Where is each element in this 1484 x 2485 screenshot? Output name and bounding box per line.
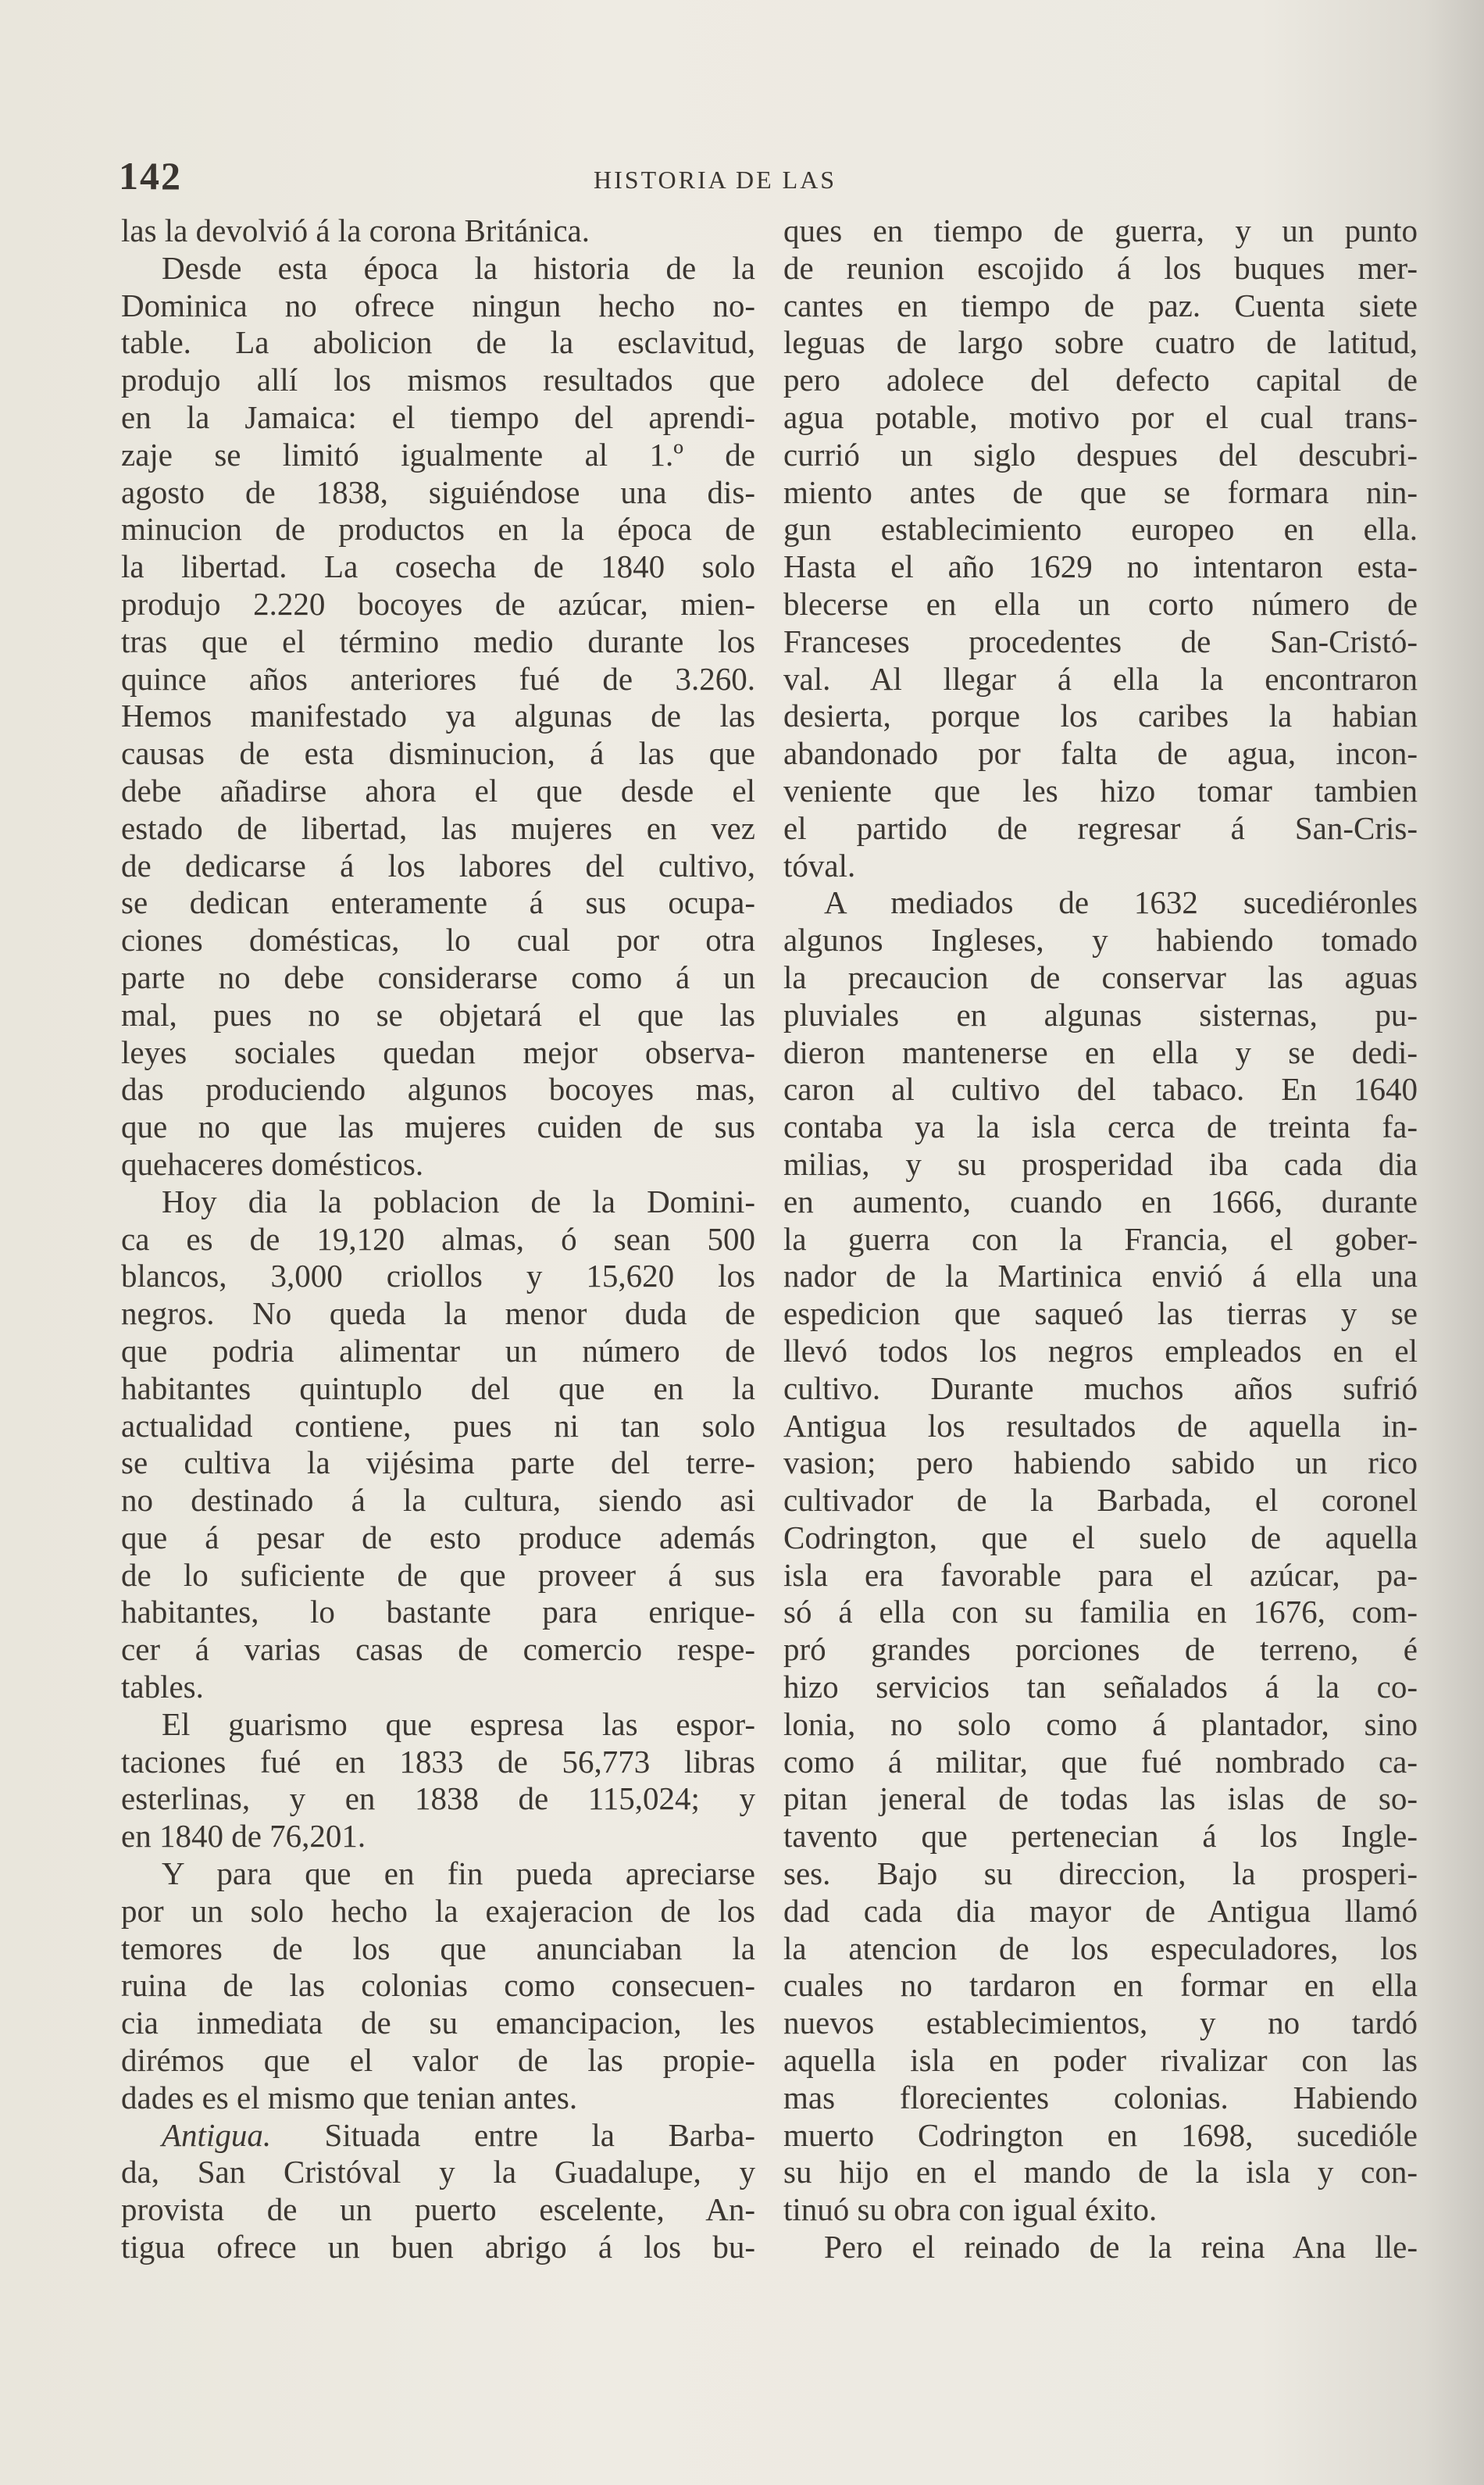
text-line: que no que las mujeres cuiden de sus bbox=[121, 1109, 755, 1145]
text-line: nador de la Martinica envió á ella una bbox=[783, 1258, 1418, 1294]
text-line: cia inmediata de su emancipacion, les bbox=[121, 2005, 755, 2041]
text-line: pluviales en algunas sisternas, pu- bbox=[783, 996, 1418, 1033]
text-column-right bbox=[783, 212, 1418, 2266]
text-line: contaba ya la isla cerca de treinta fa- bbox=[783, 1109, 1418, 1145]
text-line bbox=[121, 2117, 755, 2155]
text-line: en la Jamaica: el tiempo del aprendi- bbox=[121, 398, 755, 435]
text-line: table. La abolicion de la esclavitud, bbox=[121, 324, 755, 361]
text-line: dirémos que el valor de las propie- bbox=[121, 2042, 755, 2079]
text-line: vasion; pero habiendo sabido un rico bbox=[783, 1444, 1418, 1481]
text-line: pero adolece del defecto capital de bbox=[783, 362, 1418, 398]
text-line: dades es el mismo que tenian antes. bbox=[121, 2079, 578, 2115]
text-line: mas florecientes colonias. Habiendo bbox=[783, 2079, 1418, 2115]
text-line: de dedicarse á los labores del cultivo, bbox=[121, 847, 755, 884]
text-line: agua potable, motivo por el cual trans- bbox=[783, 398, 1418, 435]
text-line: zaje se limitó igualmente al 1.º de bbox=[121, 436, 755, 473]
text-line: gun establecimiento europeo en ella. bbox=[783, 511, 1418, 548]
paragraph bbox=[121, 212, 755, 250]
paragraph bbox=[783, 2229, 1418, 2266]
section-title: Antigua. bbox=[162, 2116, 272, 2153]
text-line: miento antes de que se formara nin- bbox=[783, 473, 1418, 510]
text-line: debe añadirse ahora el que desde el bbox=[121, 772, 755, 809]
text-line: agosto de 1838, siguiéndose una dis- bbox=[121, 473, 755, 510]
text-line: ciones domésticas, lo cual por otra bbox=[121, 922, 755, 959]
text-line: minucion de productos en la época de bbox=[121, 511, 755, 548]
text-line: ruina de las colonias como consecuen- bbox=[121, 1967, 755, 2004]
paragraph bbox=[121, 2117, 755, 2266]
text-line: val. Al llegar á ella la encontraron bbox=[783, 660, 1418, 697]
text-line: desierta, porque los caribes la habian bbox=[783, 698, 1418, 734]
text-line: pró grandes porciones de terreno, é bbox=[783, 1631, 1418, 1668]
text-line: las la devolvió á la corona Británica. bbox=[121, 212, 590, 248]
text-span: Situada entre la Barba- bbox=[271, 2116, 755, 2153]
text-line: la libertad. La cosecha de 1840 solo bbox=[121, 548, 755, 585]
text-line: estado de libertad, las mujeres en vez bbox=[121, 809, 755, 846]
text-line: hizo servicios tan señalados á la co- bbox=[783, 1669, 1418, 1705]
text-line: habitantes quintuplo del que en la bbox=[121, 1369, 755, 1406]
text-line: cuales no tardaron en formar en ella bbox=[783, 1967, 1418, 2004]
text-line: temores de los que anunciaban la bbox=[121, 1930, 755, 1966]
text-line: la atencion de los especuladores, los bbox=[783, 1930, 1418, 1966]
page-number: 142 bbox=[119, 154, 182, 198]
text-line: el partido de regresar á San-Cris- bbox=[783, 809, 1418, 846]
text-line: ses. Bajo su direccion, la prosperi- bbox=[783, 1855, 1418, 1892]
text-line: blecerse en ella un corto número de bbox=[783, 585, 1418, 622]
text-line: ca es de 19,120 almas, ó sean 500 bbox=[121, 1220, 755, 1257]
text-line: tóval. bbox=[783, 847, 856, 884]
text-line: por un solo hecho la exajeracion de los bbox=[121, 1892, 755, 1929]
text-line: parte no debe considerarse como á un bbox=[121, 959, 755, 995]
text-line: como á militar, que fué nombrado ca- bbox=[783, 1743, 1418, 1780]
text-line: dad cada dia mayor de Antigua llamó bbox=[783, 1892, 1418, 1929]
text-line: tinuó su obra con igual éxito. bbox=[783, 2191, 1158, 2228]
running-head: HISTORIA DE LAS bbox=[594, 166, 837, 194]
text-line: se dedican enteramente á sus ocupa- bbox=[121, 884, 755, 921]
text-line: tavento que pertenecian á los Ingle- bbox=[783, 1818, 1418, 1855]
text-line: Dominica no ofrece ningun hecho no- bbox=[121, 287, 755, 323]
text-line: cultivo. Durante muchos años sufrió bbox=[783, 1369, 1418, 1406]
text-line: Desde esta época la historia de la bbox=[162, 249, 755, 286]
text-line: milias, y su prosperidad iba cada dia bbox=[783, 1145, 1418, 1182]
text-line: tigua ofrece un buen abrigo á los bu- bbox=[121, 2229, 755, 2265]
text-line: Antigua los resultados de aquella in- bbox=[783, 1407, 1418, 1444]
text-line: quehaceres domésticos. bbox=[121, 1145, 424, 1182]
text-line: se cultiva la vijésima parte del terre- bbox=[121, 1444, 755, 1481]
text-line: negros. No queda la menor duda de bbox=[121, 1295, 755, 1332]
text-line: nuevos establecimientos, y no tardó bbox=[783, 2005, 1418, 2041]
text-line: A mediados de 1632 sucediéronles bbox=[824, 884, 1418, 921]
paragraph bbox=[783, 884, 1418, 2229]
text-line: tras que el término medio durante los bbox=[121, 623, 755, 659]
text-line: muerto Codrington en 1698, sucedióle bbox=[783, 2116, 1418, 2153]
text-line: abandonado por falta de agua, incon- bbox=[783, 735, 1418, 772]
text-line: Pero el reinado de la reina Ana lle- bbox=[824, 2229, 1418, 2265]
text-line: veniente que les hizo tomar tambien bbox=[783, 772, 1418, 809]
text-line: en 1840 de 76,201. bbox=[121, 1818, 366, 1855]
text-line: Hoy dia la poblacion de la Domini- bbox=[162, 1183, 755, 1219]
text-line: Hemos manifestado ya algunas de las bbox=[121, 698, 755, 734]
text-line: su hijo en el mando de la isla y con- bbox=[783, 2154, 1418, 2190]
text-line: dieron mantenerse en ella y se dedi- bbox=[783, 1034, 1418, 1070]
text-line: Franceses procedentes de San-Cristó- bbox=[783, 623, 1418, 659]
text-line: llevó todos los negros empleados en el bbox=[783, 1332, 1418, 1369]
text-line: aquella isla en poder rivalizar con las bbox=[783, 2042, 1418, 2079]
text-line: leyes sociales quedan mejor observa- bbox=[121, 1034, 755, 1070]
text-line: Y para que en fin pueda apreciarse bbox=[162, 1855, 755, 1892]
text-line: tables. bbox=[121, 1669, 204, 1705]
text-line: quince años anteriores fué de 3.260. bbox=[121, 660, 755, 697]
text-line: Codrington, que el suelo de aquella bbox=[783, 1519, 1418, 1555]
paragraph bbox=[121, 1855, 755, 2117]
text-line: caron al cultivo del tabaco. En 1640 bbox=[783, 1071, 1418, 1108]
text-line: lonia, no solo como á plantador, sino bbox=[783, 1705, 1418, 1742]
text-line: blancos, 3,000 criollos y 15,620 los bbox=[121, 1258, 755, 1294]
text-line: currió un siglo despues del descubri- bbox=[783, 436, 1418, 473]
paragraph bbox=[783, 212, 1418, 884]
text-line: produjo 2.220 bocoyes de azúcar, mien- bbox=[121, 585, 755, 622]
text-line: da, San Cristóval y la Guadalupe, y bbox=[121, 2154, 755, 2190]
text-line: provista de un puerto escelente, An- bbox=[121, 2191, 755, 2228]
text-line: El guarismo que espresa las espor- bbox=[162, 1705, 755, 1742]
text-line: esterlinas, y en 1838 de 115,024; y bbox=[121, 1780, 755, 1817]
text-line: de reunion escojido á los buques mer- bbox=[783, 249, 1418, 286]
text-line: cer á varias casas de comercio respe- bbox=[121, 1631, 755, 1668]
paragraph bbox=[121, 1184, 755, 1706]
text-line: que á pesar de esto produce además bbox=[121, 1519, 755, 1555]
text-line: habitantes, lo bastante para enrique- bbox=[121, 1594, 755, 1630]
text-line: produjo allí los mismos resultados que bbox=[121, 362, 755, 398]
text-line: ques en tiempo de guerra, y un punto bbox=[783, 212, 1418, 248]
text-column-left bbox=[121, 212, 755, 2266]
text-line: de lo suficiente de que proveer á sus bbox=[121, 1556, 755, 1593]
text-line: cultivador de la Barbada, el coronel bbox=[783, 1482, 1418, 1519]
text-line: actualidad contiene, pues ni tan solo bbox=[121, 1407, 755, 1444]
text-line: espedicion que saqueó las tierras y se bbox=[783, 1295, 1418, 1332]
text-line: taciones fué en 1833 de 56,773 libras bbox=[121, 1743, 755, 1780]
paragraph bbox=[121, 250, 755, 1184]
text-line: que podria alimentar un número de bbox=[121, 1332, 755, 1369]
text-line: pitan jeneral de todas las islas de so- bbox=[783, 1780, 1418, 1817]
text-line: das produciendo algunos bocoyes mas, bbox=[121, 1071, 755, 1108]
text-line: leguas de largo sobre cuatro de latitud, bbox=[783, 324, 1418, 361]
text-line: la precaucion de conservar las aguas bbox=[783, 959, 1418, 995]
text-line: Hasta el año 1629 no intentaron esta- bbox=[783, 548, 1418, 585]
text-line: mal, pues no se objetará el que las bbox=[121, 996, 755, 1033]
text-line: isla era favorable para el azúcar, pa- bbox=[783, 1556, 1418, 1593]
text-line: só á ella con su familia en 1676, com- bbox=[783, 1594, 1418, 1630]
text-line: en aumento, cuando en 1666, durante bbox=[783, 1183, 1418, 1219]
text-line: algunos Ingleses, y habiendo tomado bbox=[783, 922, 1418, 959]
text-line: causas de esta disminucion, á las que bbox=[121, 735, 755, 772]
paragraph bbox=[121, 1706, 755, 1855]
text-line: la guerra con la Francia, el gober- bbox=[783, 1220, 1418, 1257]
text-line: cantes en tiempo de paz. Cuenta siete bbox=[783, 287, 1418, 323]
text-line: no destinado á la cultura, siendo asi bbox=[121, 1482, 755, 1519]
